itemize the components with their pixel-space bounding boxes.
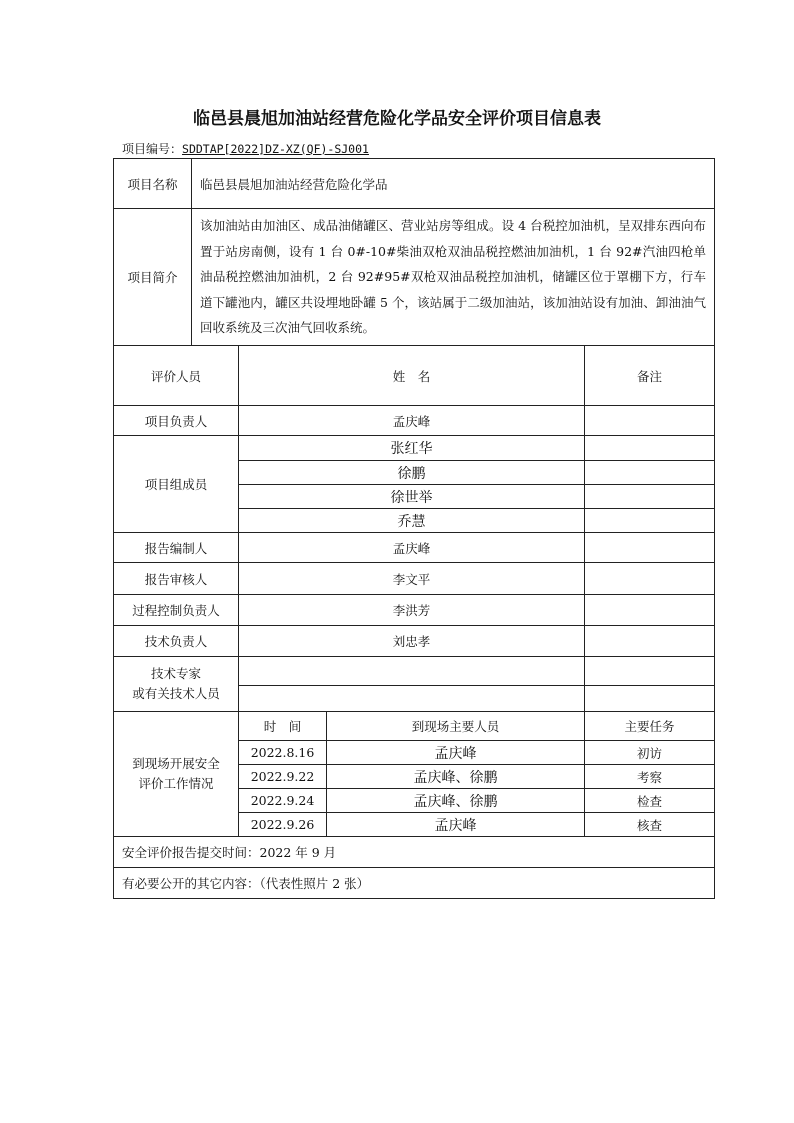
tech-lead-row [114,626,715,657]
site-work-people: 孟庆峰、徐鹏 [327,765,585,789]
info-table [113,158,715,899]
report-reviewer-name: 李文平 [239,563,585,595]
submit-time: 安全评价报告提交时间：2022 年 9 月 [114,837,715,868]
site-work-task: 初访 [585,741,715,765]
report-author-label: 报告编制人 [114,533,239,563]
report-author-row [114,533,715,563]
project-name-value: 临邑县晨旭加油站经营危险化学品 [192,159,715,209]
tech-lead-name: 刘忠孝 [239,626,585,657]
site-work-people: 孟庆峰、徐鹏 [327,789,585,813]
process-control-name: 李洪芳 [239,595,585,626]
process-control-row [114,595,715,626]
header-row [114,346,715,406]
experts-label-line2: 或有关技术人员 [132,686,220,701]
other-public: 有必要公开的其它内容：（代表性照片 2 张） [114,868,715,899]
site-work-col-people: 到现场主要人员 [327,712,585,741]
document-title: 临邑县晨旭加油站经营危险化学品安全评价项目信息表 [193,109,601,129]
project-desc-value: 该加油站由加油区、成品油储罐区、营业站房等组成。设 4 台税控加油机，呈双排东西向布置于站房南侧，设有 1 台 0#-10#柴油双枪双油品税控燃油加油机，1 台 92#汽油四枪单油品税控燃油加油机，2 台 92#95#双枪双油品税控加油机，储罐区位于罩棚下方，行车道下罐池内，罐区共设埋地卧罐 5 个，该站属于二级加油站，该加油站设有加油、卸油油气回收系统及三次油气回收系统。 [192,209,715,346]
report-reviewer-row [114,563,715,595]
project-number-value: SDDTAP[2022]DZ-XZ(QF)-SJ001 [182,142,369,156]
site-work-label [114,712,239,837]
site-work-task: 检查 [585,789,715,813]
team-member: 徐鹏 [239,461,585,485]
project-leader-remark [585,406,715,436]
site-work-people: 孟庆峰 [327,741,585,765]
process-control-remark [585,595,715,626]
team-member: 张红华 [239,436,585,461]
experts-label [114,657,239,712]
submit-time-row [114,837,715,868]
report-author-remark [585,533,715,563]
site-work-label-line2: 评价工作情况 [138,776,214,791]
team-row [114,436,715,461]
experts-row [114,657,715,686]
team-label: 项目组成员 [114,436,239,533]
site-work-date: 2022.9.26 [239,813,327,837]
site-work-col-time: 时 间 [239,712,327,741]
report-reviewer-label: 报告审核人 [114,563,239,595]
site-work-task: 核查 [585,813,715,837]
site-work-people: 孟庆峰 [327,813,585,837]
team-member: 徐世举 [239,485,585,509]
report-reviewer-remark [585,563,715,595]
team-remark [585,485,715,509]
experts-label-line1: 技术专家 [150,666,201,681]
experts-remark [585,657,715,686]
project-desc-label: 项目简介 [114,209,192,346]
site-work-date: 2022.9.24 [239,789,327,813]
site-work-task: 考察 [585,765,715,789]
tech-lead-remark [585,626,715,657]
site-work-label-line1: 到现场开展安全 [132,756,220,771]
team-member: 乔慧 [239,509,585,533]
project-number-label: 项目编号： [122,142,183,156]
other-public-row [114,868,715,899]
project-desc-row [114,209,715,346]
site-work-date: 2022.9.22 [239,765,327,789]
report-author-name: 孟庆峰 [239,533,585,563]
header-remark: 备注 [585,346,715,406]
project-leader-row [114,406,715,436]
team-remark [585,436,715,461]
project-leader-label: 项目负责人 [114,406,239,436]
header-evaluator: 评价人员 [114,346,239,406]
project-name-row [114,159,715,209]
header-name: 姓 名 [239,346,585,406]
site-work-header-row [114,712,715,741]
team-remark [585,461,715,485]
project-number [122,140,369,157]
site-work-date: 2022.8.16 [239,741,327,765]
project-leader-name: 孟庆峰 [239,406,585,436]
experts-name [239,657,585,686]
site-work-col-task: 主要任务 [585,712,715,741]
experts-remark [585,686,715,712]
tech-lead-label: 技术负责人 [114,626,239,657]
team-remark [585,509,715,533]
experts-name [239,686,585,712]
project-name-label: 项目名称 [114,159,192,209]
process-control-label: 过程控制负责人 [114,595,239,626]
